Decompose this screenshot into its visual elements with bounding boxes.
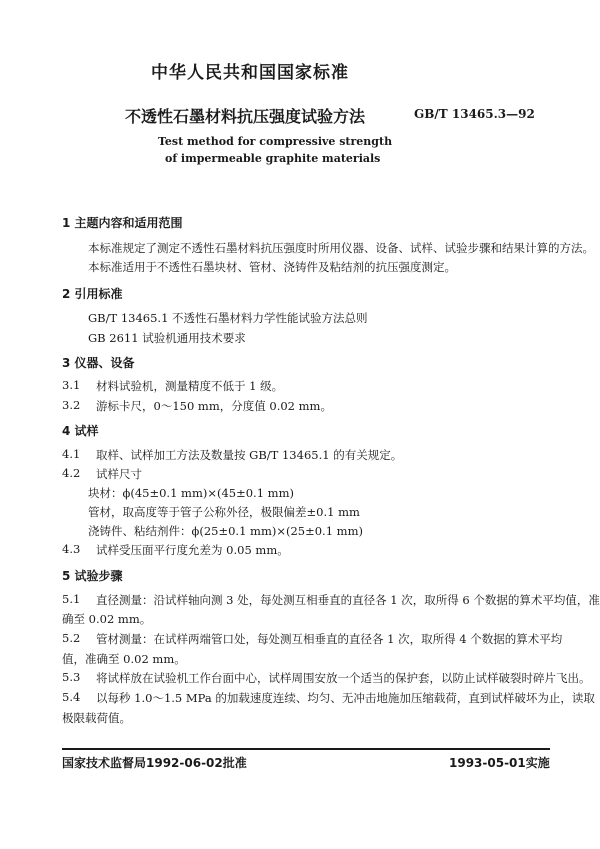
section-4-heading: 4 试样 bbox=[62, 424, 99, 438]
clause-5-1-line1: 直径测量：沿试样轴向测 3 处，每处测互相垂直的直径各 1 次，取所得 6 个数据的算术平均值，准 bbox=[96, 593, 600, 607]
clause-5-3-number: 5.3 bbox=[62, 670, 81, 684]
clause-4-1-number: 4.1 bbox=[62, 447, 81, 461]
implementation-date: 1993-05-01实施 bbox=[449, 756, 550, 770]
document-title-cn: 不透性石墨材料抗压强度试验方法 bbox=[125, 107, 366, 126]
clause-3-1-number: 3.1 bbox=[62, 378, 81, 392]
section-2-heading: 2 引用标准 bbox=[62, 287, 123, 301]
clause-5-2-line1: 管材测量：在试样两端管口处，每处测互相垂直的直径各 1 次，取所得 4 个数据的算术平均 bbox=[96, 632, 563, 646]
clause-5-2-number: 5.2 bbox=[62, 631, 81, 645]
section-5-heading: 5 试验步骤 bbox=[62, 569, 123, 583]
specimen-size-tube: 管材，取高度等于管子公称外径，极限偏差±0.1 mm bbox=[88, 505, 360, 519]
clause-5-1-line2: 确至 0.02 mm。 bbox=[62, 612, 152, 626]
clause-4-2-number: 4.2 bbox=[62, 466, 81, 480]
clause-4-1-text: 取样、试样加工方法及数量按 GB/T 13465.1 的有关规定。 bbox=[96, 448, 403, 462]
section-2-ref1: GB/T 13465.1 不透性石墨材料力学性能试验方法总则 bbox=[88, 311, 368, 325]
clause-3-2-number: 3.2 bbox=[62, 398, 81, 412]
standard-code: GB/T 13465.3—92 bbox=[414, 107, 535, 121]
clause-4-2-text: 试样尺寸 bbox=[96, 467, 142, 481]
specimen-size-casting: 浇铸件、粘结剂件：ϕ(25±0.1 mm)×(25±0.1 mm) bbox=[88, 524, 363, 538]
document-title-en-line2: of impermeable graphite materials bbox=[165, 152, 381, 165]
approval-date: 国家技术监督局1992-06-02批准 bbox=[62, 756, 247, 770]
clause-3-1-text: 材料试验机，测量精度不低于 1 级。 bbox=[96, 379, 284, 393]
footer-divider bbox=[62, 748, 550, 750]
clause-3-2-text: 游标卡尺，0～150 mm，分度值 0.02 mm。 bbox=[96, 399, 332, 413]
clause-5-4-line1: 以每秒 1.0～1.5 MPa 的加载速度连续、均匀、无冲击地施加压缩载荷，直到试样破坏为止，读取 bbox=[96, 691, 595, 705]
clause-5-4-line2: 极限载荷值。 bbox=[62, 711, 131, 725]
clause-5-1-number: 5.1 bbox=[62, 592, 81, 606]
clause-5-3-text: 将试样放在试验机工作台面中心，试样周围安放一个适当的保护套，以防止试样破裂时碎片飞出。 bbox=[96, 671, 591, 685]
clause-4-3-number: 4.3 bbox=[62, 542, 81, 556]
section-3-heading: 3 仪器、设备 bbox=[62, 356, 135, 370]
specimen-size-block: 块材：ϕ(45±0.1 mm)×(45±0.1 mm) bbox=[88, 486, 294, 500]
national-standard-title: 中华人民共和国国家标准 bbox=[151, 63, 349, 83]
document-title-en-line1: Test method for compressive strength bbox=[158, 135, 393, 148]
section-1-para1: 本标准规定了测定不透性石墨材料抗压强度时所用仪器、设备、试样、试验步骤和结果计算的方法。 bbox=[88, 241, 594, 255]
clause-4-3-text: 试样受压面平行度允差为 0.05 mm。 bbox=[96, 543, 289, 557]
clause-5-2-line2: 值，准确至 0.02 mm。 bbox=[62, 652, 186, 666]
section-1-heading: 1 主题内容和适用范围 bbox=[62, 216, 183, 230]
section-1-para2: 本标准适用于不透性石墨块材、管材、浇铸件及粘结剂的抗压强度测定。 bbox=[88, 260, 456, 274]
clause-5-4-number: 5.4 bbox=[62, 690, 81, 704]
section-2-ref2: GB 2611 试验机通用技术要求 bbox=[88, 331, 246, 345]
